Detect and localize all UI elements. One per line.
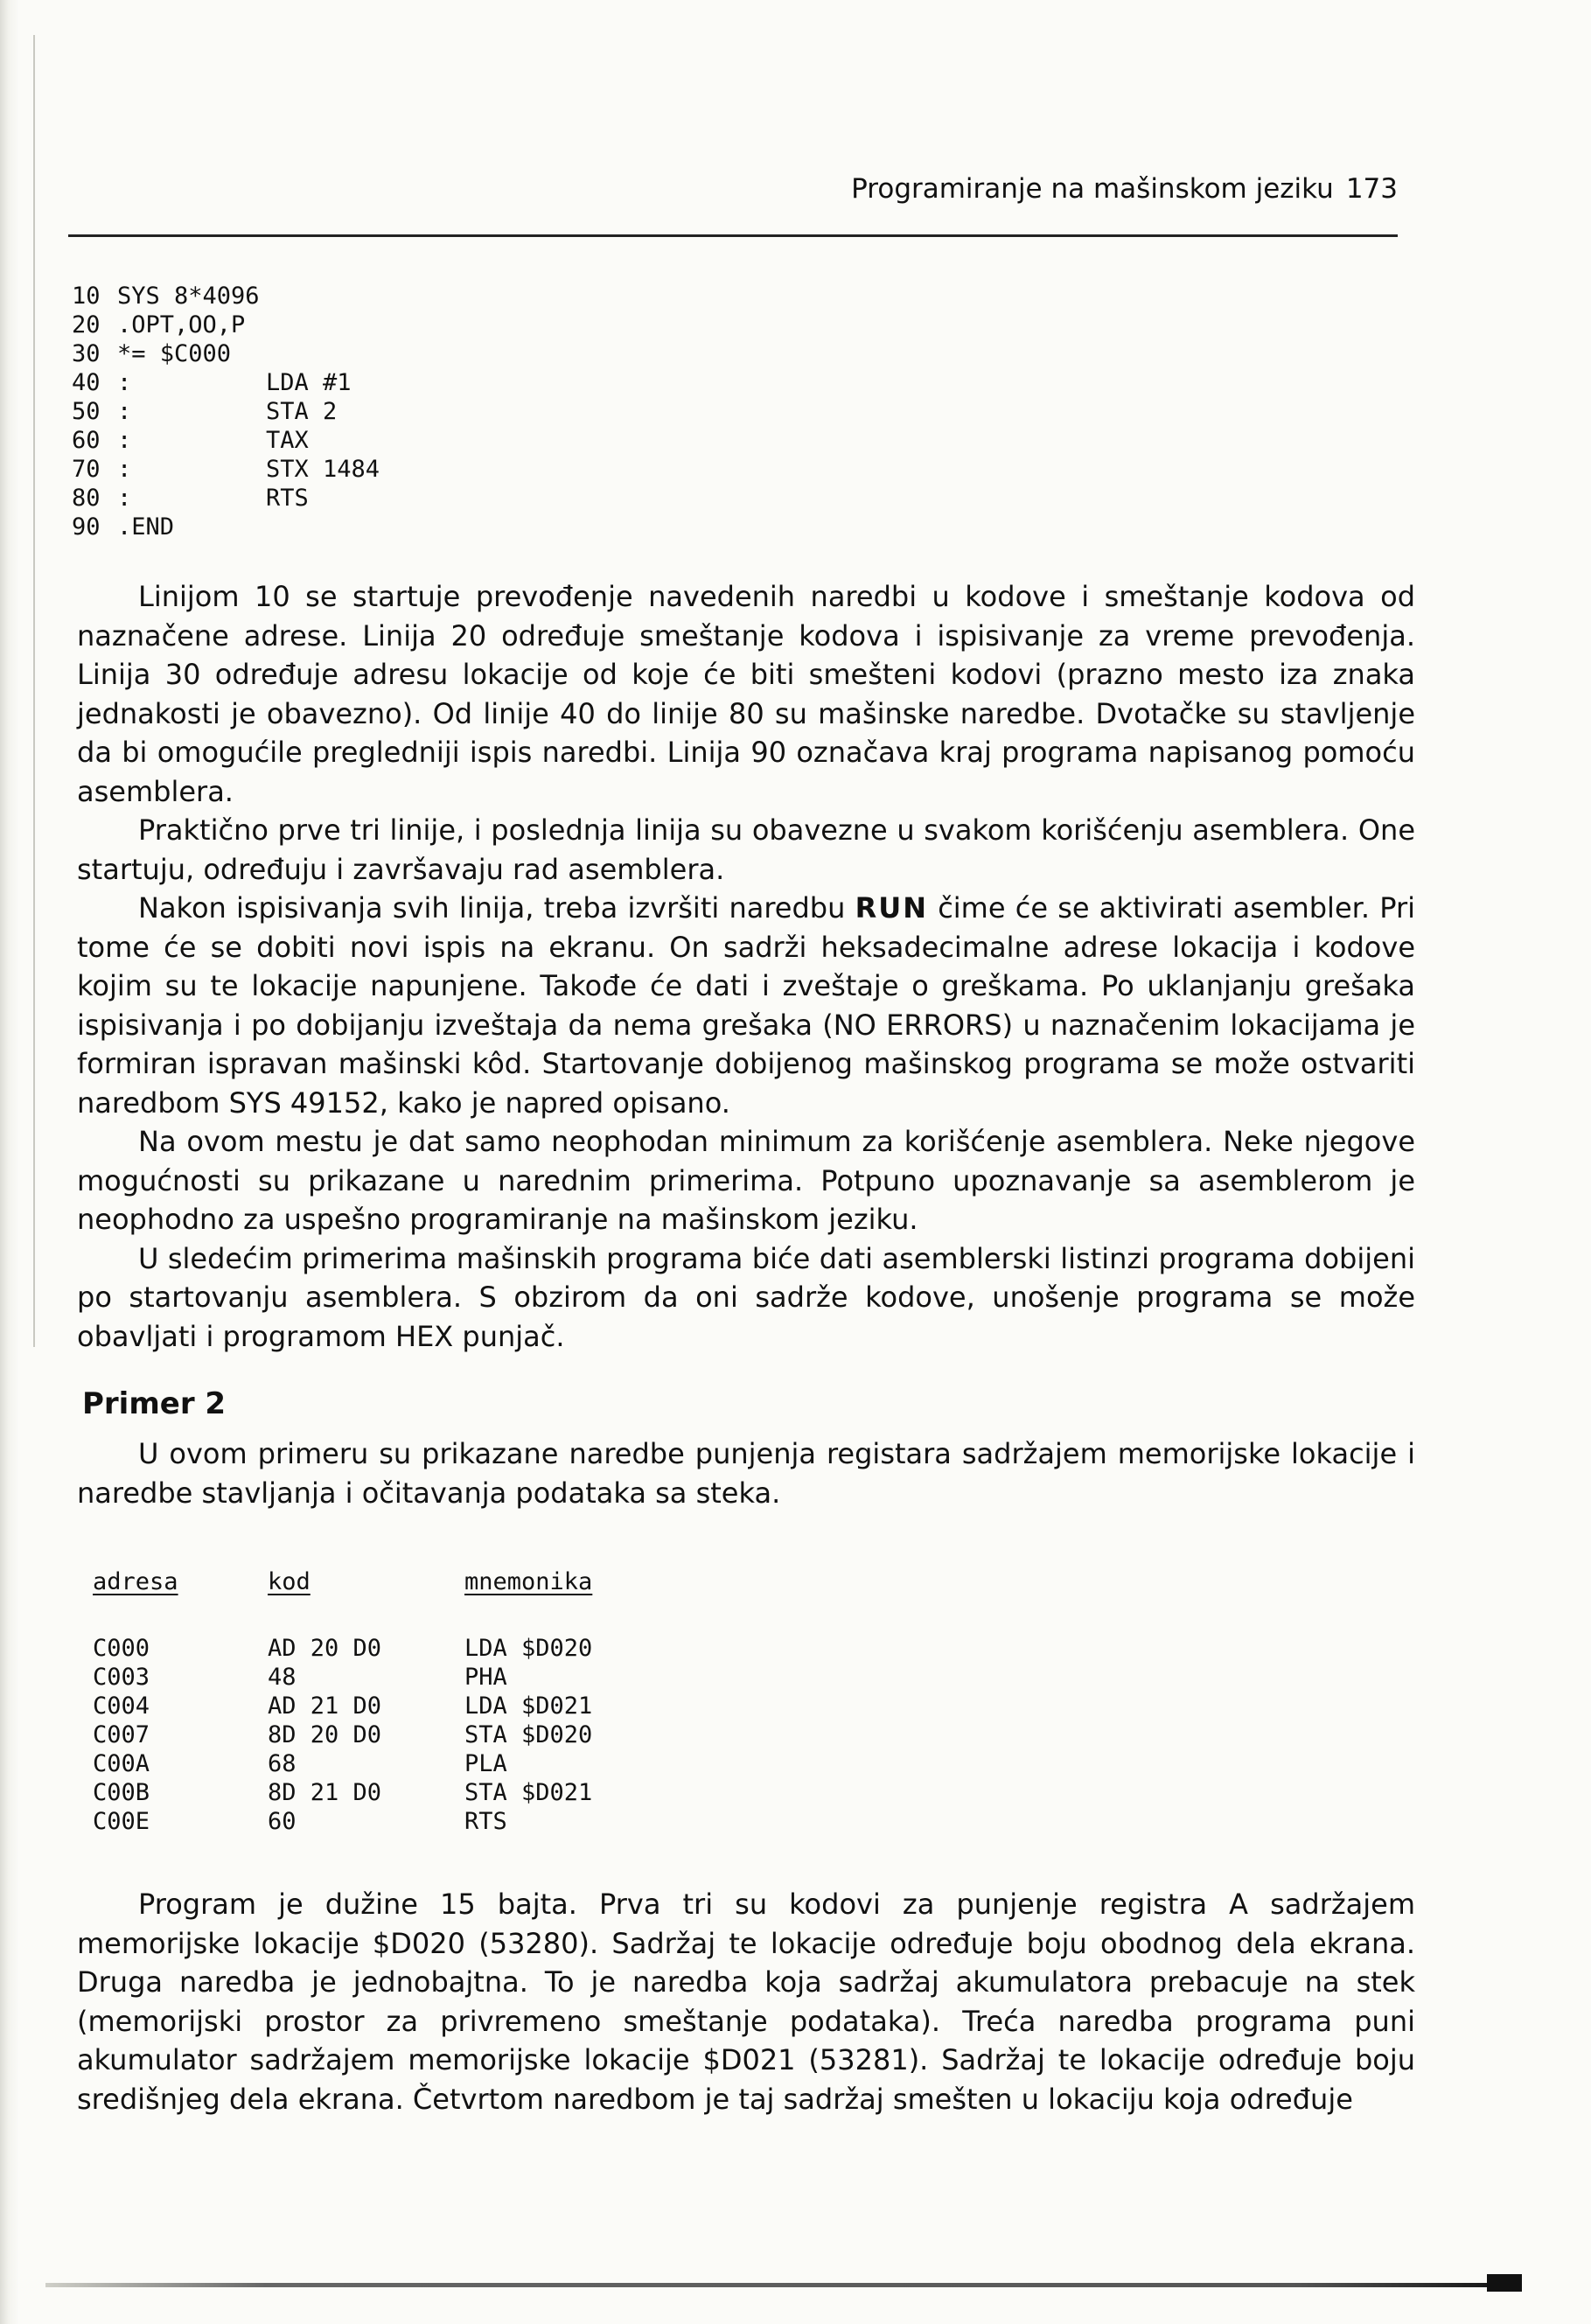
code-line bbox=[72, 513, 380, 541]
table-cell: 68 bbox=[268, 1750, 297, 1777]
run-keyword: RUN bbox=[855, 891, 928, 925]
table-cell: LDA $D020 bbox=[464, 1635, 593, 1662]
table-row bbox=[93, 1778, 674, 1807]
code-label: *= $C000 bbox=[117, 340, 232, 367]
table-cell: C007 bbox=[93, 1721, 150, 1748]
table-cell: AD 20 D0 bbox=[268, 1635, 382, 1662]
code-label: : bbox=[117, 427, 132, 454]
paragraph-text: Nakon ispisivanja svih linija, treba izvršiti naredbu bbox=[138, 891, 855, 925]
table-row bbox=[93, 1692, 674, 1720]
running-header bbox=[68, 164, 1398, 237]
table-cell: LDA $D021 bbox=[464, 1692, 593, 1720]
paragraph: U sledećim primerima mašinskih programa biće dati asemblerski listinzi programa dobijeni po startovanju asemblera. S obzirom da oni sadrže kodove, unošenje programa se može obavljati i programom HEX punjač. bbox=[77, 1241, 1415, 1353]
table-cell: PLA bbox=[464, 1750, 507, 1777]
table-cell: C004 bbox=[93, 1692, 150, 1720]
scan-bottom-edge bbox=[45, 2283, 1515, 2287]
paragraph: Na ovom mestu je dat samo neophodan minimum za korišćenje asemblera. Neke njegove mogućnosti su prikazane u narednim primerima. Potpuno upoznavanje sa asemblerom je neophodno za uspešno programiranje na mašinskom jeziku. bbox=[77, 1125, 1415, 1236]
code-instruction: TAX bbox=[266, 427, 309, 454]
line-number: 90 bbox=[72, 513, 101, 541]
line-number: 80 bbox=[72, 485, 101, 512]
table-cell: 60 bbox=[268, 1808, 297, 1835]
header-text bbox=[851, 173, 1398, 205]
page-number: 173 bbox=[1345, 173, 1398, 205]
code-instruction: STA 2 bbox=[266, 398, 338, 425]
code-line bbox=[72, 282, 380, 311]
table-row bbox=[93, 1749, 674, 1778]
table-cell: C000 bbox=[93, 1635, 150, 1662]
code-line bbox=[72, 311, 380, 339]
line-number: 10 bbox=[72, 283, 101, 310]
code-instruction: RTS bbox=[266, 485, 309, 512]
code-line bbox=[72, 455, 380, 484]
line-number: 30 bbox=[72, 340, 101, 367]
line-number: 20 bbox=[72, 311, 101, 338]
code-line bbox=[72, 397, 380, 426]
table-cell: 48 bbox=[268, 1664, 297, 1691]
code-instruction: STX 1484 bbox=[266, 456, 380, 483]
column-header: adresa bbox=[93, 1568, 178, 1595]
code-label: .OPT,OO,P bbox=[117, 311, 246, 338]
code-label: SYS 8*4096 bbox=[117, 283, 260, 310]
table-header bbox=[93, 1567, 674, 1596]
table-cell: C00E bbox=[93, 1808, 150, 1835]
assembly-table bbox=[93, 1567, 674, 1836]
code-label: : bbox=[117, 485, 132, 512]
body-text-block-1 bbox=[77, 577, 1415, 1356]
code-label: : bbox=[117, 369, 132, 396]
table-row bbox=[93, 1807, 674, 1836]
code-line bbox=[72, 339, 380, 368]
code-label: .END bbox=[117, 513, 175, 541]
code-line bbox=[72, 484, 380, 513]
paragraph-text: čime će se aktivirati asembler. Pri tome će se dobiti novi ispis na ekranu. On sadrži heksadecimalne adrese lokacija i kodove kojim su te lokacije napunjene. Takođe će dati i zveštaje o greškama. Po uklanjanju grešaka ispisivanja i po dobijanju izveštaja da nema grešaka (NO ERRORS) u naznačenim lokacijama je formiran ispravan mašinski kôd. Startovanje dobijenog mašinskog programa se može ostvariti naredbom SYS 49152, kako je napred opisano. bbox=[77, 891, 1416, 1120]
scan-dark-mark bbox=[1487, 2274, 1522, 2292]
table-row bbox=[93, 1663, 674, 1692]
table-cell: 8D 20 D0 bbox=[268, 1721, 382, 1748]
column-header: kod bbox=[268, 1568, 311, 1595]
code-line bbox=[72, 426, 380, 455]
paragraph: Linijom 10 se startuje prevođenje navedenih naredbi u kodove i smeštanje kodova od naznačene adrese. Linija 20 određuje smeštanje kodova i ispisivanje za vreme prevođenja. Linija 30 određuje adresu lokacije od koje će biti smešteni kodovi (prazno mesto iza znaka jednakosti je obavezno). Od linije 40 do linije 80 su mašinske naredbe. Dvotačke su stavljenje da bi omogućile pregledniji ispis naredbi. Linija 90 označava kraj programa napisanog pomoću asemblera. bbox=[77, 580, 1415, 808]
code-listing bbox=[72, 282, 380, 541]
column-header: mnemonika bbox=[464, 1568, 593, 1595]
section-heading: Primer 2 bbox=[82, 1386, 227, 1421]
table-cell: RTS bbox=[464, 1808, 507, 1835]
table-cell: STA $D021 bbox=[464, 1779, 593, 1806]
line-number: 70 bbox=[72, 456, 101, 483]
code-label: : bbox=[117, 398, 132, 425]
line-number: 50 bbox=[72, 398, 101, 425]
table-row bbox=[93, 1634, 674, 1663]
table-row bbox=[93, 1720, 674, 1749]
code-line bbox=[72, 368, 380, 397]
code-label: : bbox=[117, 456, 132, 483]
table-cell: PHA bbox=[464, 1664, 507, 1691]
page-spine-shadow bbox=[0, 0, 19, 2324]
line-number: 40 bbox=[72, 369, 101, 396]
code-instruction: LDA #1 bbox=[266, 369, 352, 396]
paragraph: Program je dužine 15 bajta. Prva tri su kodovi za punjenje registra A sadržajem memorijske lokacije $D020 (53280). Sadržaj te lokacije određuje boju obodnog dela ekrana. Druga naredba je jednobajtna. To je naredba koja sadržaj akumulatora prebacuje na stek (memorijski prostor za privremeno smeštanje podataka). Treća naredba programa puni akumulator sadržajem memorijske lokacije $D021 (53281). Sadržaj te lokacije određuje boju središnjeg dela ekrana. Četvrtom naredbom je taj sadržaj smešten u lokaciju koja određuje bbox=[77, 1888, 1415, 2116]
binding-edge bbox=[33, 35, 35, 1347]
paragraph: Praktično prve tri linije, i poslednja linija su obavezne u svakom korišćenju asemblera. One startuju, određuju i završavaju rad asemblera. bbox=[77, 813, 1415, 886]
paragraph: U ovom primeru su prikazane naredbe punjenja registara sadržajem memorijske lokacije i naredbe stavljanja i očitavanja podataka sa steka. bbox=[77, 1437, 1415, 1510]
table-cell: C003 bbox=[93, 1664, 150, 1691]
paragraph bbox=[77, 889, 1415, 1122]
table-cell: 8D 21 D0 bbox=[268, 1779, 382, 1806]
header-title: Programiranje na mašinskom jeziku bbox=[851, 173, 1334, 205]
table-cell: C00B bbox=[93, 1779, 150, 1806]
body-text-block-3 bbox=[77, 1885, 1415, 2118]
line-number: 60 bbox=[72, 427, 101, 454]
body-text-block-2 bbox=[77, 1434, 1415, 1512]
table-cell: C00A bbox=[93, 1750, 150, 1777]
table-cell: STA $D020 bbox=[464, 1721, 593, 1748]
table-cell: AD 21 D0 bbox=[268, 1692, 382, 1720]
